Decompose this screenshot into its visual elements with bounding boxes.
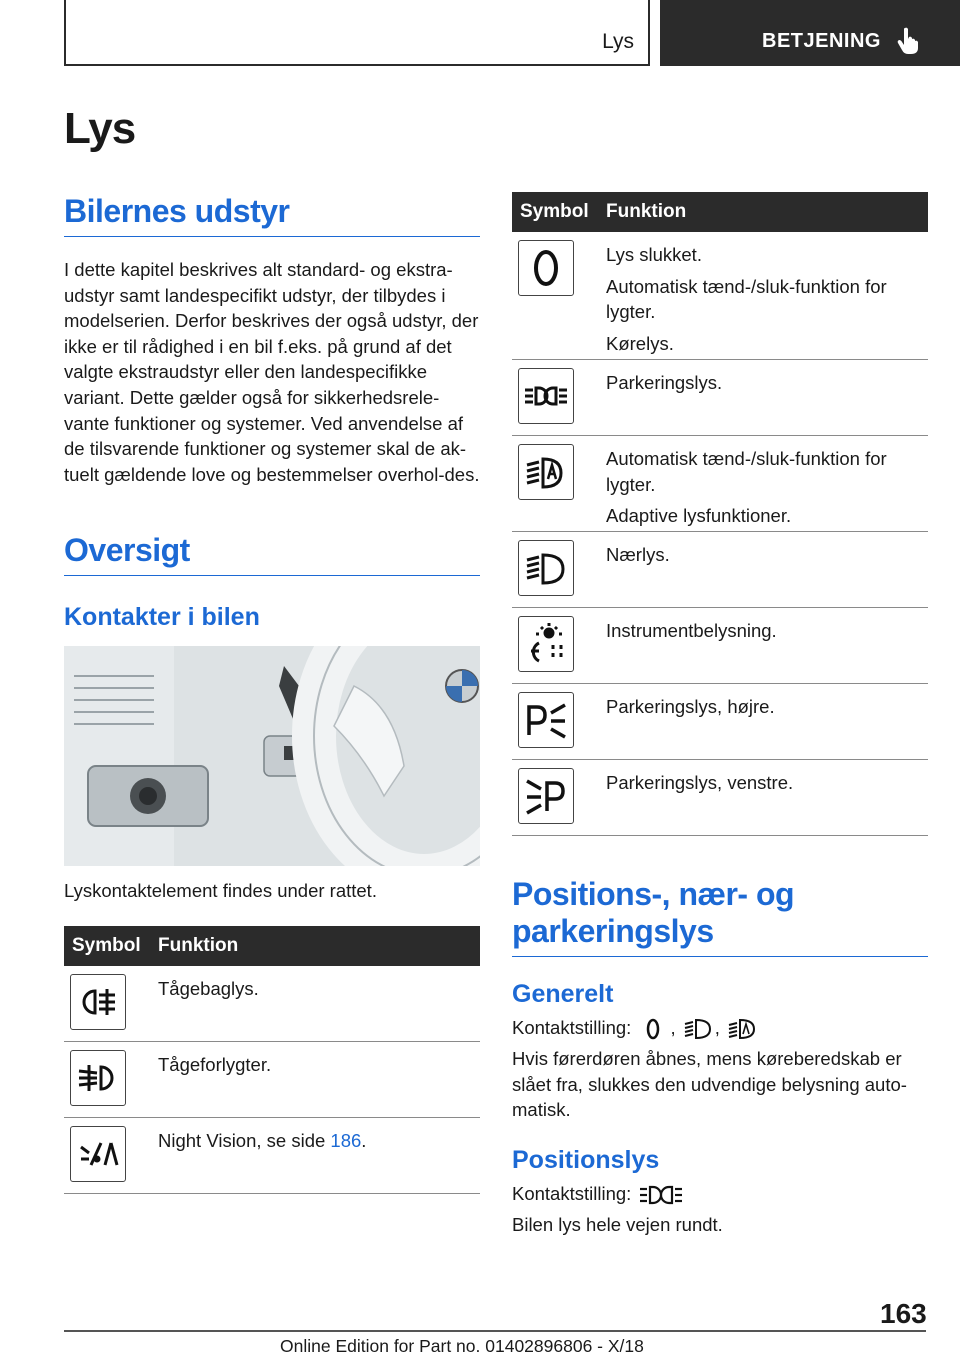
table-row	[64, 966, 480, 1042]
function-text: Automatisk tænd-/sluk-funktion for lygter.	[606, 275, 887, 323]
parking-light-right-icon	[523, 697, 569, 743]
low-beam-icon	[523, 545, 569, 591]
switch-label: Kontaktstilling:	[512, 1182, 632, 1204]
auto-headlight-icon	[523, 449, 569, 495]
table-row	[512, 232, 928, 360]
heading-overview: Oversigt	[64, 531, 480, 576]
table-row	[512, 360, 928, 436]
table-row	[512, 760, 928, 836]
function-text: Lys slukket.	[606, 244, 702, 265]
header-chapter: Lys	[602, 30, 634, 53]
parking-light-left-icon	[523, 773, 569, 819]
table-row	[512, 684, 928, 760]
table-row	[64, 1118, 480, 1194]
page-link[interactable]: 186	[330, 1129, 362, 1151]
night-vision-icon	[75, 1131, 121, 1177]
function-text: Parkeringslys, venstre.	[606, 772, 794, 793]
zero-position-icon	[638, 1016, 668, 1042]
general-switch-line: Kontaktstilling: , ,	[512, 1015, 928, 1042]
right-symbol-table	[512, 192, 928, 836]
position-switch-line	[512, 1181, 928, 1208]
function-text: Instrumentbelysning.	[606, 620, 777, 641]
function-text: Nærlys.	[606, 544, 670, 565]
table-row	[64, 1042, 480, 1118]
function-text: Parkeringslys, højre.	[606, 696, 775, 717]
heading-position: Positionslys	[512, 1145, 660, 1174]
steering-wheel-illustration	[64, 646, 480, 866]
right-column	[512, 192, 928, 1238]
left-symbol-table	[64, 926, 480, 1194]
rear-fog-light-icon	[75, 979, 121, 1025]
function-text: Automatisk tænd-/sluk-funktion for lygter.	[606, 448, 887, 495]
footer-divider	[64, 1330, 926, 1332]
header-section-box	[660, 0, 960, 66]
page-number: 163	[880, 1298, 927, 1329]
function-text: Tågebaglys.	[158, 977, 259, 999]
heading-equipment: Bilernes udstyr	[64, 192, 480, 237]
low-beam-icon	[683, 1016, 713, 1042]
pointing-hand-icon	[896, 26, 924, 56]
general-text: Hvis førerdøren åbnes, mens kørеberedskab er slået fra, slukkes den udvendige belysning auto-matisk.	[512, 1048, 907, 1121]
switch-label: Kontaktstilling:	[512, 1017, 632, 1038]
col-function: Funktion	[158, 934, 239, 956]
table-header	[64, 926, 480, 966]
header-section: BETJENING	[762, 30, 881, 52]
table-row	[512, 608, 928, 684]
position-light-icon	[638, 1182, 684, 1208]
col-symbol: Symbol	[72, 934, 141, 956]
left-column	[64, 192, 480, 1194]
heading-general: Generelt	[512, 980, 614, 1008]
front-fog-light-icon	[75, 1055, 121, 1101]
zero-position-icon	[523, 245, 569, 291]
function-text: Kørelys.	[606, 332, 674, 354]
footer-edition: Online Edition for Part no. 01402896806 - X/18	[280, 1336, 644, 1356]
function-text: Adaptive lysfunktioner.	[606, 505, 792, 527]
col-function: Funktion	[606, 201, 687, 222]
table-row	[512, 436, 928, 532]
heading-switches: Kontakter i bilen	[64, 603, 260, 632]
heading-lights: Positions-, nær- og parkeringslys	[512, 876, 928, 957]
page-title: Lys	[64, 104, 136, 153]
instrument-lighting-icon	[523, 621, 569, 667]
equipment-text: I dette kapitel beskrives alt standard- og ekstra-udstyr samt landespecifikt udstyr, der tilbydes i modelserien. Derfor beskrives der også udstyr, der ikke er til rådighed i en bil f.eks. på grund af det valgte ekstraudstyr eller den landespecifikke variant. Dette gælder også for sikkerhedsrele-vante funktioner og systemer. Ved anvendelse af de tilsvarende funktioner og systemer skal de ak-tuelt gældende love og bestemmelser overhol-des.	[64, 259, 480, 485]
position-text: Bilen lys hele vejen rundt.	[512, 1214, 723, 1235]
table-row	[512, 532, 928, 608]
cockpit-photo	[64, 646, 480, 866]
auto-headlight-icon	[727, 1016, 757, 1042]
col-symbol: Symbol	[520, 201, 589, 222]
function-text: Night Vision, se side 186.	[158, 1129, 367, 1151]
photo-caption: Lyskontaktelement findes under rattet.	[64, 880, 377, 902]
function-text: Parkeringslys.	[606, 372, 723, 393]
position-light-icon	[523, 373, 569, 419]
table-header	[512, 192, 928, 232]
header-chapter-box	[64, 0, 650, 66]
function-text: Tågeforlygter.	[158, 1053, 272, 1075]
